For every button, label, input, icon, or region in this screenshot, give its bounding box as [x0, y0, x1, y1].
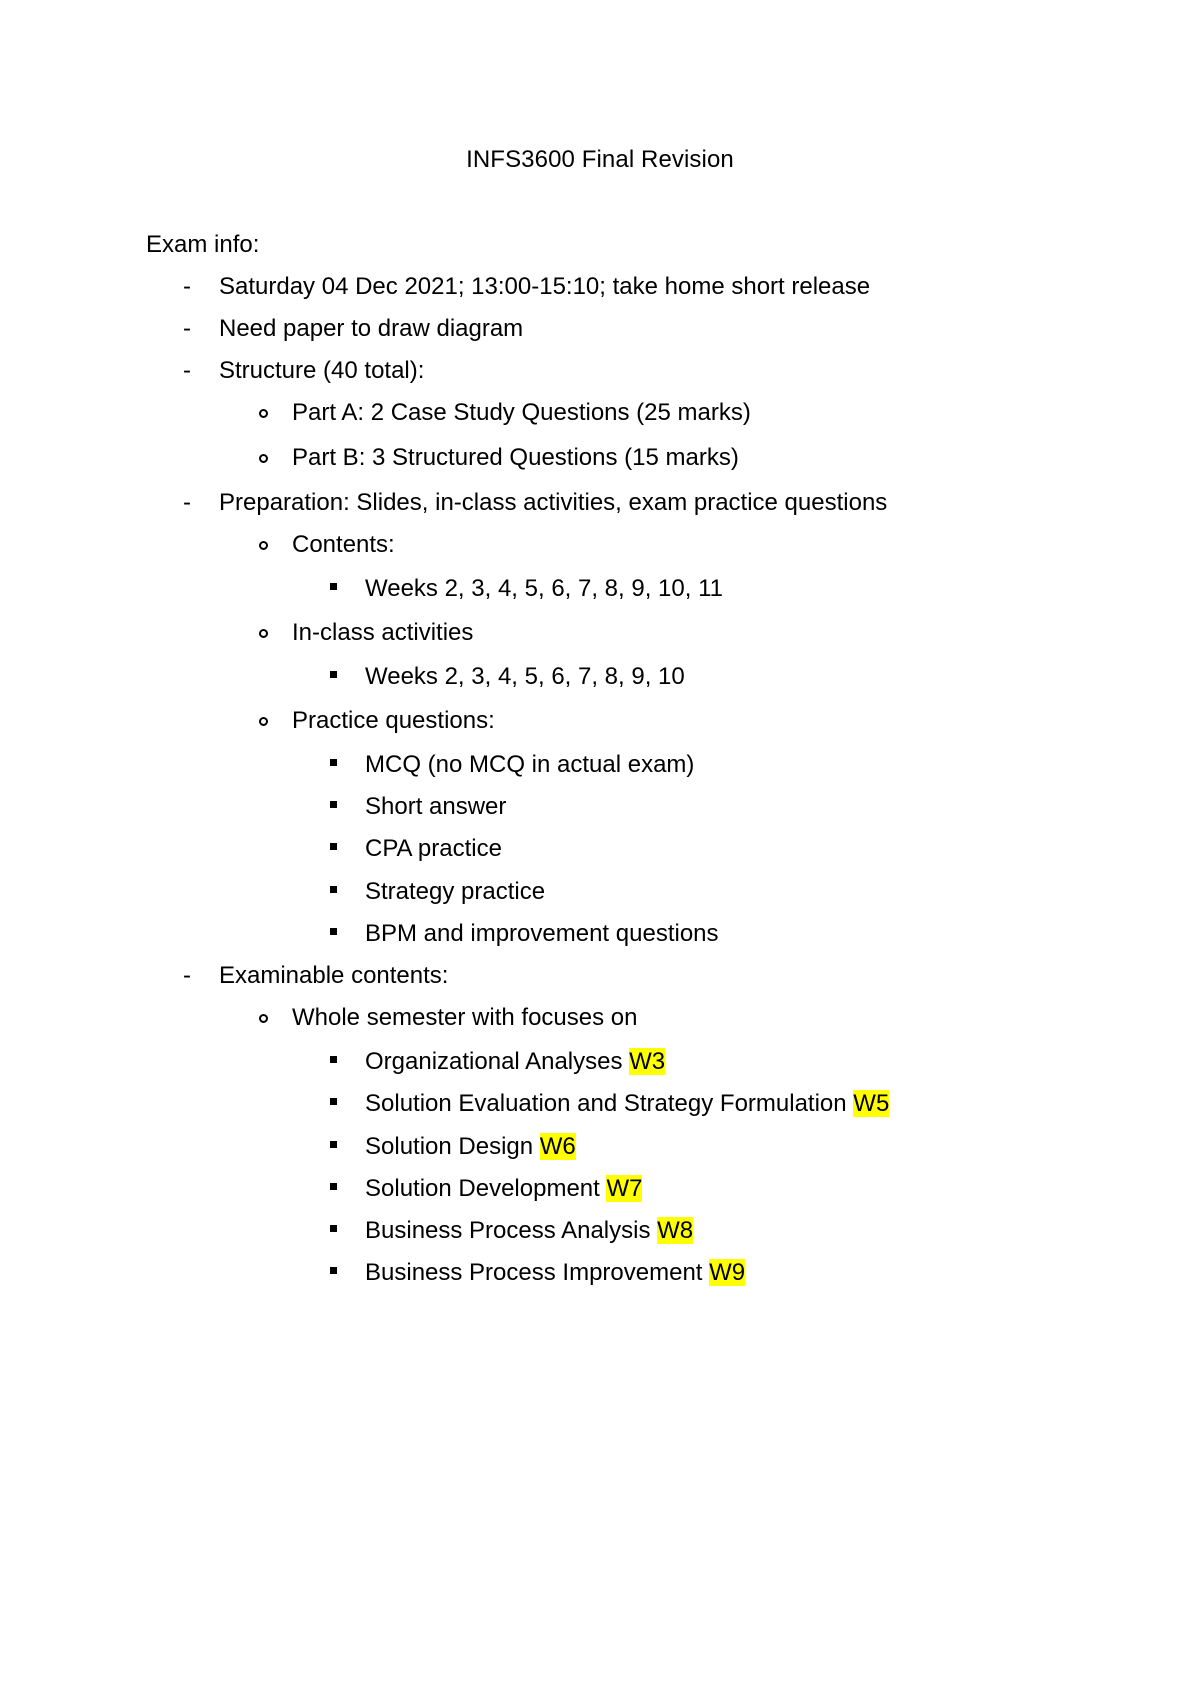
- circle-bullet: [259, 454, 268, 463]
- square-bullet: [330, 928, 337, 935]
- topic-text: Solution Evaluation and Strategy Formulation: [365, 1090, 847, 1117]
- square-bullet: [330, 886, 337, 893]
- dash-bullet: -: [183, 315, 191, 342]
- dash-bullet: -: [183, 962, 191, 989]
- list-item-inclass: In-class activities: [292, 619, 474, 646]
- circle-bullet: [259, 541, 268, 550]
- list-item-practice-1: Short answer: [365, 793, 507, 820]
- list-item-practice-2: CPA practice: [365, 835, 502, 862]
- list-item-structure: Structure (40 total):: [219, 357, 425, 384]
- circle-bullet: [259, 1014, 268, 1023]
- list-item-topic-3: [365, 1174, 642, 1204]
- list-item-contents: Contents:: [292, 531, 395, 558]
- week-highlight: W9: [709, 1259, 746, 1286]
- list-item-topic-1: [365, 1089, 889, 1119]
- exam-info-heading: Exam info:: [146, 231, 260, 258]
- list-item-practice-3: Strategy practice: [365, 878, 546, 905]
- dash-bullet: -: [183, 489, 191, 516]
- square-bullet: [330, 801, 337, 808]
- list-item-part-b: Part B: 3 Structured Questions (15 marks): [292, 444, 739, 471]
- list-item-practice-0: MCQ (no MCQ in actual exam): [365, 751, 695, 778]
- square-bullet: [330, 671, 337, 678]
- square-bullet: [330, 1098, 337, 1105]
- list-item-focus: Whole semester with focuses on: [292, 1004, 638, 1031]
- topic-text: Organizational Analyses: [365, 1048, 623, 1075]
- square-bullet: [330, 843, 337, 850]
- square-bullet: [330, 759, 337, 766]
- list-item-topic-5: [365, 1258, 745, 1288]
- list-item-topic-4: [365, 1216, 693, 1246]
- topic-text: Business Process Analysis: [365, 1217, 651, 1244]
- week-highlight: W6: [539, 1133, 576, 1160]
- week-highlight: W7: [606, 1175, 643, 1202]
- square-bullet: [330, 1056, 337, 1063]
- square-bullet: [330, 1183, 337, 1190]
- list-item-part-a: Part A: 2 Case Study Questions (25 marks): [292, 399, 751, 426]
- square-bullet: [330, 1267, 337, 1274]
- square-bullet: [330, 1225, 337, 1232]
- list-item-topic-2: [365, 1132, 576, 1162]
- week-highlight: W5: [853, 1090, 890, 1117]
- circle-bullet: [259, 409, 268, 418]
- list-item-practice: Practice questions:: [292, 707, 495, 734]
- dash-bullet: -: [183, 357, 191, 384]
- square-bullet: [330, 583, 337, 590]
- topic-text: Solution Design: [365, 1133, 534, 1160]
- topic-text: Solution Development: [365, 1175, 600, 1202]
- list-item-inclass-weeks: Weeks 2, 3, 4, 5, 6, 7, 8, 9, 10: [365, 663, 685, 690]
- square-bullet: [330, 1141, 337, 1148]
- week-highlight: W3: [629, 1048, 666, 1075]
- list-item-practice-4: BPM and improvement questions: [365, 920, 719, 947]
- circle-bullet: [259, 629, 268, 638]
- topic-text: Business Process Improvement: [365, 1259, 703, 1286]
- document-title: INFS3600 Final Revision: [466, 146, 734, 173]
- list-item-contents-weeks: Weeks 2, 3, 4, 5, 6, 7, 8, 9, 10, 11: [365, 575, 723, 602]
- week-highlight: W8: [657, 1217, 694, 1244]
- list-item-paper: Need paper to draw diagram: [219, 315, 524, 342]
- list-item-preparation: Preparation: Slides, in-class activities, exam practice questions: [219, 489, 888, 516]
- list-item-date: Saturday 04 Dec 2021; 13:00-15:10; take home short release: [219, 273, 871, 300]
- dash-bullet: -: [183, 273, 191, 300]
- list-item-examinable: Examinable contents:: [219, 962, 449, 989]
- circle-bullet: [259, 717, 268, 726]
- list-item-topic-0: [365, 1047, 665, 1077]
